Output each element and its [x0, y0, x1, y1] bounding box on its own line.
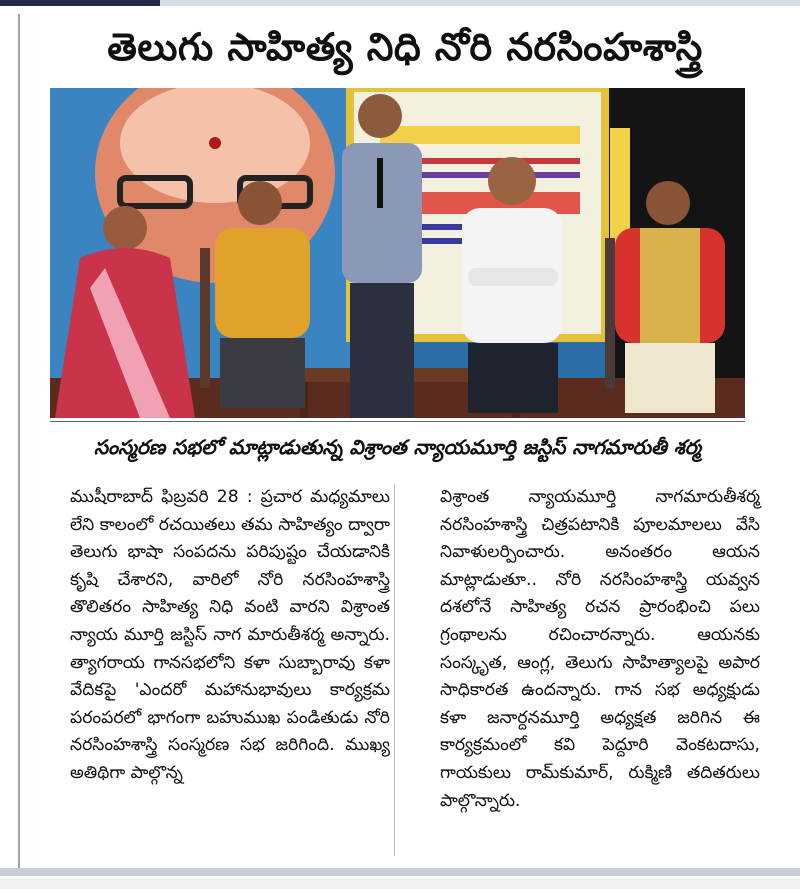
caption-rule — [50, 421, 745, 422]
article-paragraph-left: ముషీరాబాద్ ఫిబ్రవరి 28 : ప్రచార మధ్యమాలు లేని కాలంలో రచయితలు తమ సాహిత్యం ద్వారా తెలుగు భాషా సంపదను పరిపుష్టం చేయడానికి కృషి చేశారని, వారిలో నోరి నరసింహశాస్త్రి తొలితరం సాహిత్య నిధి వంటి వారని విశ్రాంత న్యాయ మూర్తి జస్టిస్ నాగ మారుతీశర్మ అన్నారు. త్యాగరాయ గానసభలోని కళా సుబ్బారావు కళా వేదికపై 'ఎందరో మహానుభావులు కార్యక్రమ పరంపరలో భాగంగా బహుముఖ పండితుడు నోరి నరసింహశాస్త్రి సంస్మరణ సభ జరిగింది. ముఖ్య అతిథిగా పాల్గొన్న — [70, 487, 390, 783]
article-column-right — [440, 484, 760, 856]
event-photo — [50, 88, 745, 418]
photo-caption: సంస్మరణ సభలో మాట్లాడుతున్న విశ్రాంత న్యాయమూర్తి జస్టిస్ నాగమారుతీ శర్మ — [93, 434, 702, 459]
article-column-left — [70, 484, 390, 856]
bottom-rule — [0, 868, 800, 876]
event-photo-illustration — [50, 88, 745, 418]
article-paragraph-right: విశ్రాంత న్యాయమూర్తి నాగమారుతీశర్మ నరసింహశాస్త్రి చిత్రపటానికి పూలమాలలు వేసి నివాళులర్పించారు. అనంతరం ఆయన మాట్లాడుతూ.. నోరి నరసింహశాస్త్రి యవ్వన దశలోనే సాహిత్య రచన ప్రారంభించి పలు గ్రంథాలను రచించారన్నారు. ఆయనకు సంస్కృత, ఆంగ్ల, తెలుగు సాహిత్యాలపై అపార సాధికారత ఉందన్నారు. గాన సభ అధ్యక్షుడు కళా జనార్దనమూర్తి అధ్యక్షత జరిగిన ఈ కార్యక్రమంలో కవి పెద్దూరి వెంకటదాసు, గాయకులు రామ్‌కుమార్, రుక్మిణి తదితరులు పాల్గొన్నారు. — [440, 487, 760, 811]
article-headline: తెలుగు సాహిత్య నిధి నోరి నరసింహశాస్త్రి — [107, 25, 703, 69]
top-rule — [0, 0, 800, 6]
left-margin-rule — [18, 14, 20, 874]
article-body — [70, 484, 760, 856]
bottom-strip — [0, 878, 800, 889]
